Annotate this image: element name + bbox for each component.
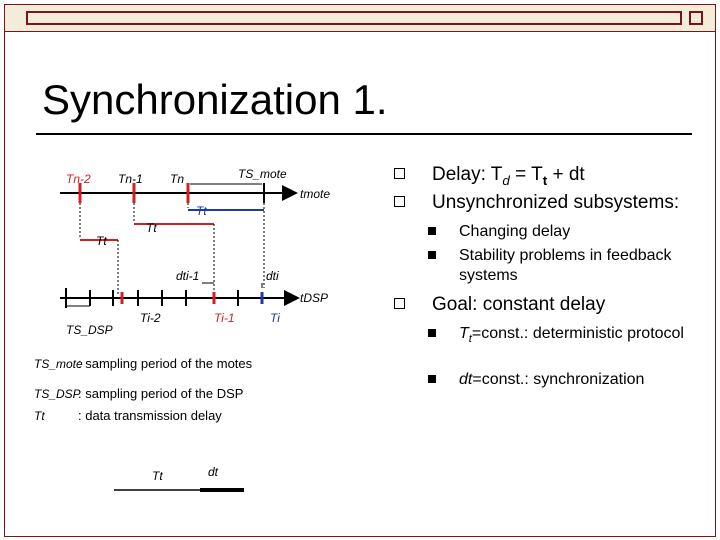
bullet-square-icon [428, 227, 436, 235]
sub-bullet-text: Stability problems in feedback systems [459, 247, 672, 284]
bullet-delay-text: Delay: $T_d = T_t$ + dt [432, 164, 585, 188]
bullet-box-icon [394, 298, 405, 309]
label-tn2: Tn-2 [66, 172, 91, 186]
legend-text-ts-dsp: : sampling period of the DSP [78, 386, 244, 401]
label-tt-a: Tt [96, 234, 107, 248]
small-legend-dt: dt [208, 465, 219, 479]
slide-title: Synchronization 1. [42, 76, 388, 123]
label-tt-b: Tt [146, 221, 157, 235]
legend-text-tt: : data transmission delay [78, 408, 222, 423]
label-ts-dsp: TS_DSP [66, 323, 113, 337]
label-tn: Tn [170, 172, 185, 186]
legend-symbol-ts-dsp: TS_DSP [34, 387, 81, 401]
bullet-square-icon [428, 329, 436, 337]
sub-bullet-text: $T_t=const$.: deterministic protocol [459, 325, 684, 346]
bullet-square-icon [428, 251, 436, 259]
legend-symbol-ts-mote: TS_mote [34, 357, 83, 371]
label-dt-cur: dti [266, 269, 279, 283]
label-ti1: Ti-1 [214, 311, 235, 325]
sub-bullet-text: dt=const.: synchronization [459, 371, 645, 388]
legend-symbol-tt: Tt [34, 409, 45, 423]
small-legend-tt: Tt [152, 469, 163, 483]
label-ti: Ti [270, 311, 280, 325]
bullet-box-icon [394, 168, 405, 179]
label-ts-mote: TS_mote [238, 167, 287, 181]
sub-bullet-text: Changing delay [459, 223, 571, 240]
legend-text-ts-mote: : sampling period of the motes [78, 356, 253, 371]
label-t-mote: tmote [300, 187, 331, 201]
label-dt-prev: dti-1 [176, 269, 200, 283]
label-ti2: Ti-2 [140, 311, 161, 325]
bullet-unsync-text: Unsynchronized subsystems: [432, 192, 680, 213]
bullet-box-icon [394, 196, 405, 207]
label-t-dsp: tDSP [300, 291, 329, 305]
label-tn1: Tn-1 [118, 172, 143, 186]
bullet-square-icon [428, 375, 436, 383]
bullet-goal-text: Goal: constant delay [432, 294, 606, 315]
label-tt-c: Tt [196, 204, 207, 218]
